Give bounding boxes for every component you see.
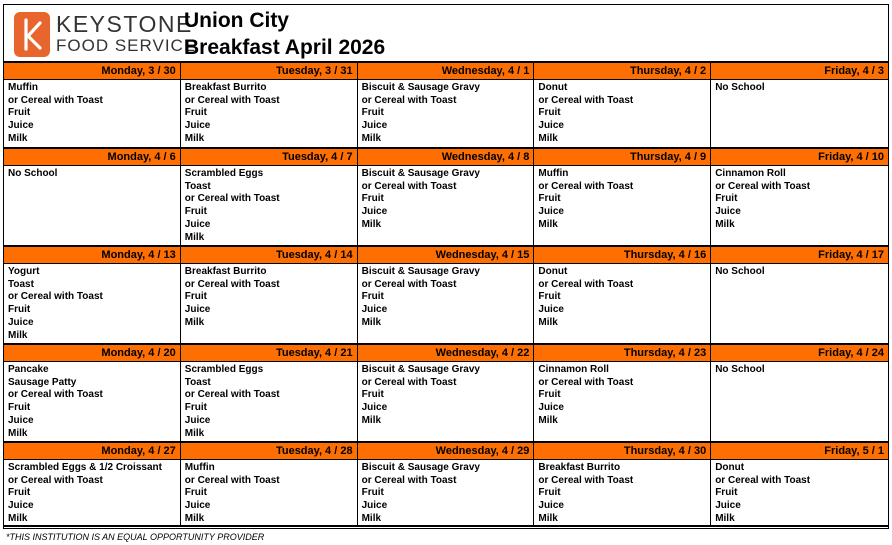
brand-name: KEYSTONE <box>56 11 193 37</box>
menu-item: Yogurt <box>8 266 40 277</box>
menu-item: Biscuit & Sausage Gravy <box>361 364 480 375</box>
menu-item: Fruit <box>715 487 738 499</box>
day-date-header: Thursday, 4 / 9 <box>534 149 711 166</box>
menu-item: Juice <box>715 206 741 218</box>
menu-item: Juice <box>538 120 564 132</box>
day-menu-cell <box>4 264 181 345</box>
day-menu-cell <box>358 264 535 345</box>
menu-item: Milk <box>538 316 558 328</box>
day-date-header: Tuesday, 3 / 31 <box>181 63 358 80</box>
day-date-header: Tuesday, 4 / 28 <box>181 443 358 460</box>
day-menu-cell <box>711 80 888 149</box>
day-menu-cell <box>358 362 535 443</box>
menu-item: Scrambled Eggs <box>184 168 264 179</box>
day-date-header: Wednesday, 4 / 15 <box>358 247 535 264</box>
menu-item: Sausage Patty <box>8 376 77 388</box>
menu-item: Milk <box>184 512 205 524</box>
menu-item: Fruit <box>184 487 208 499</box>
menu-item: Milk <box>8 427 28 439</box>
menu-item: Fruit <box>184 291 208 303</box>
menu-item: Fruit <box>538 193 561 205</box>
menu-item: Juice <box>184 500 211 512</box>
menu-item: Fruit <box>538 107 561 119</box>
menu-item: Juice <box>538 402 564 414</box>
day-date-header: Friday, 5 / 1 <box>711 443 888 460</box>
day-date-header: Monday, 3 / 30 <box>4 63 181 80</box>
menu-item: Scrambled Eggs & 1/2 Croissant <box>8 462 162 473</box>
menu-item: Fruit <box>361 487 384 499</box>
menu-item: or Cereal with Toast <box>184 278 280 290</box>
k-letter-icon <box>14 12 50 57</box>
menu-item: or Cereal with Toast <box>538 474 634 486</box>
day-menu-cell <box>181 362 358 443</box>
menu-item: or Cereal with Toast <box>8 474 103 486</box>
menu-item: Juice <box>184 304 211 316</box>
menu-item: Fruit <box>8 487 31 499</box>
menu-item: Fruit <box>361 193 384 205</box>
menu-item: Muffin <box>538 168 569 179</box>
menu-item: Cinnamon Roll <box>715 168 786 179</box>
logo-badge <box>14 12 50 57</box>
day-menu-cell <box>181 460 358 527</box>
day-menu-cell <box>534 460 711 527</box>
menu-item: Scrambled Eggs <box>184 364 264 375</box>
menu-item: or Cereal with Toast <box>361 376 457 388</box>
menu-item: Fruit <box>8 107 31 119</box>
day-menu-cell <box>711 166 888 247</box>
day-menu-cell <box>711 362 888 443</box>
day-menu-cell <box>4 460 181 527</box>
menu-item: or Cereal with Toast <box>184 389 280 401</box>
district-title: Union City <box>184 9 289 32</box>
menu-item: Donut <box>538 266 568 277</box>
menu-item: Juice <box>184 120 211 132</box>
day-menu-cell <box>181 80 358 149</box>
menu-item: Milk <box>361 512 382 524</box>
menu-item: Milk <box>715 512 735 524</box>
menu-item: Biscuit & Sausage Gravy <box>361 266 480 277</box>
menu-title: Breakfast April 2026 <box>184 36 386 59</box>
menu-item: Toast <box>184 180 211 192</box>
menu-item: Milk <box>8 329 28 341</box>
day-date-header: Thursday, 4 / 16 <box>534 247 711 264</box>
day-date-header: Thursday, 4 / 30 <box>534 443 711 460</box>
day-date-header: Wednesday, 4 / 8 <box>358 149 535 166</box>
menu-item: Milk <box>361 218 382 230</box>
menu-item: Milk <box>361 414 382 426</box>
menu-item: Juice <box>361 120 388 132</box>
menu-item: Fruit <box>8 304 31 316</box>
day-date-header: Friday, 4 / 10 <box>711 149 888 166</box>
menu-item: Fruit <box>361 389 384 401</box>
menu-item: Milk <box>538 414 558 426</box>
menu-item: Milk <box>538 512 558 524</box>
menu-item: No School <box>715 364 765 375</box>
menu-item: Milk <box>715 218 735 230</box>
menu-item: or Cereal with Toast <box>538 376 634 388</box>
menu-item: Juice <box>361 402 388 414</box>
menu-item: Juice <box>538 500 564 512</box>
day-menu-cell <box>534 166 711 247</box>
menu-sheet <box>3 4 889 529</box>
menu-item: No School <box>8 168 58 179</box>
day-date-header: Tuesday, 4 / 21 <box>181 345 358 362</box>
menu-item: Breakfast Burrito <box>184 266 267 277</box>
day-menu-cell <box>711 264 888 345</box>
menu-item: Fruit <box>184 402 208 414</box>
day-date-header: Monday, 4 / 20 <box>4 345 181 362</box>
menu-item: Juice <box>361 500 388 512</box>
menu-item: or Cereal with Toast <box>715 474 811 486</box>
day-date-header: Friday, 4 / 24 <box>711 345 888 362</box>
day-date-header: Thursday, 4 / 23 <box>534 345 711 362</box>
day-menu-cell <box>534 80 711 149</box>
menu-item: Fruit <box>361 107 384 119</box>
menu-item: No School <box>715 82 765 93</box>
day-menu-cell <box>358 166 535 247</box>
menu-item: Milk <box>361 316 382 328</box>
menu-item: Biscuit & Sausage Gravy <box>361 462 480 473</box>
menu-item: Milk <box>184 132 205 144</box>
day-date-header: Tuesday, 4 / 7 <box>181 149 358 166</box>
menu-item: Fruit <box>538 487 561 499</box>
menu-item: Toast <box>8 278 34 290</box>
menu-item: Fruit <box>715 193 738 205</box>
day-date-header: Friday, 4 / 17 <box>711 247 888 264</box>
day-date-header: Tuesday, 4 / 14 <box>181 247 358 264</box>
menu-item: Milk <box>184 231 205 243</box>
day-date-header: Monday, 4 / 13 <box>4 247 181 264</box>
menu-item: Milk <box>184 316 205 328</box>
menu-item: Milk <box>184 427 205 439</box>
menu-item: Fruit <box>8 402 31 414</box>
menu-item: or Cereal with Toast <box>8 94 103 106</box>
menu-item: Juice <box>361 304 388 316</box>
menu-item: or Cereal with Toast <box>361 94 457 106</box>
menu-item: or Cereal with Toast <box>538 180 634 192</box>
menu-item: or Cereal with Toast <box>184 94 280 106</box>
day-menu-cell <box>711 460 888 527</box>
day-menu-cell <box>4 362 181 443</box>
menu-item: Breakfast Burrito <box>184 82 267 93</box>
day-date-header: Friday, 4 / 3 <box>711 63 888 80</box>
menu-item: or Cereal with Toast <box>8 291 103 303</box>
menu-item: Toast <box>184 376 211 388</box>
day-menu-cell <box>358 460 535 527</box>
menu-item: Juice <box>538 206 564 218</box>
menu-item: Milk <box>361 132 382 144</box>
menu-item: Fruit <box>361 291 384 303</box>
menu-item: Juice <box>184 218 211 230</box>
equal-opportunity-footer: *THIS INSTITUTION IS AN EQUAL OPPORTUNITY PROVIDER <box>6 532 265 542</box>
menu-item: Juice <box>8 316 34 328</box>
day-menu-cell <box>534 264 711 345</box>
menu-item: Juice <box>715 500 741 512</box>
day-date-header: Wednesday, 4 / 29 <box>358 443 535 460</box>
menu-item: Fruit <box>538 389 561 401</box>
menu-item: Juice <box>184 414 211 426</box>
day-menu-cell <box>181 166 358 247</box>
menu-item: Fruit <box>184 107 208 119</box>
day-menu-cell <box>181 264 358 345</box>
day-menu-cell <box>4 166 181 247</box>
menu-item: Milk <box>8 512 28 524</box>
day-menu-cell <box>358 80 535 149</box>
menu-item: or Cereal with Toast <box>184 474 280 486</box>
menu-item: or Cereal with Toast <box>361 278 457 290</box>
menu-item: or Cereal with Toast <box>538 278 634 290</box>
menu-item: Fruit <box>538 291 561 303</box>
menu-item: Juice <box>8 500 34 512</box>
day-menu-cell <box>534 362 711 443</box>
menu-item: or Cereal with Toast <box>8 389 103 401</box>
menu-item: Juice <box>361 206 388 218</box>
day-date-header: Wednesday, 4 / 1 <box>358 63 535 80</box>
day-date-header: Wednesday, 4 / 22 <box>358 345 535 362</box>
menu-item: Biscuit & Sausage Gravy <box>361 82 480 93</box>
menu-item: Juice <box>538 304 564 316</box>
menu-item: or Cereal with Toast <box>184 193 280 205</box>
menu-item: Breakfast Burrito <box>538 462 621 473</box>
menu-item: Milk <box>8 132 28 144</box>
menu-item: Milk <box>538 218 558 230</box>
day-menu-cell <box>4 80 181 149</box>
day-date-header: Monday, 4 / 6 <box>4 149 181 166</box>
menu-item: or Cereal with Toast <box>715 180 811 192</box>
menu-item: Cinnamon Roll <box>538 364 609 375</box>
menu-item: or Cereal with Toast <box>361 180 457 192</box>
menu-item: Donut <box>538 82 568 93</box>
menu-item: Donut <box>715 462 745 473</box>
menu-item: No School <box>715 266 765 277</box>
menu-item: Muffin <box>8 82 38 93</box>
menu-item: Biscuit & Sausage Gravy <box>361 168 480 179</box>
menu-item: Milk <box>538 132 558 144</box>
day-date-header: Thursday, 4 / 2 <box>534 63 711 80</box>
menu-item: or Cereal with Toast <box>361 474 457 486</box>
menu-item: Fruit <box>184 206 208 218</box>
menu-item: Juice <box>8 414 34 426</box>
menu-item: or Cereal with Toast <box>538 94 634 106</box>
menu-header <box>4 5 888 63</box>
day-date-header: Monday, 4 / 27 <box>4 443 181 460</box>
menu-calendar-grid <box>4 63 888 527</box>
menu-item: Pancake <box>8 364 49 375</box>
brand-subtitle: FOOD SERVICE <box>56 36 197 55</box>
menu-item: Muffin <box>184 462 215 473</box>
menu-item: Juice <box>8 120 34 132</box>
